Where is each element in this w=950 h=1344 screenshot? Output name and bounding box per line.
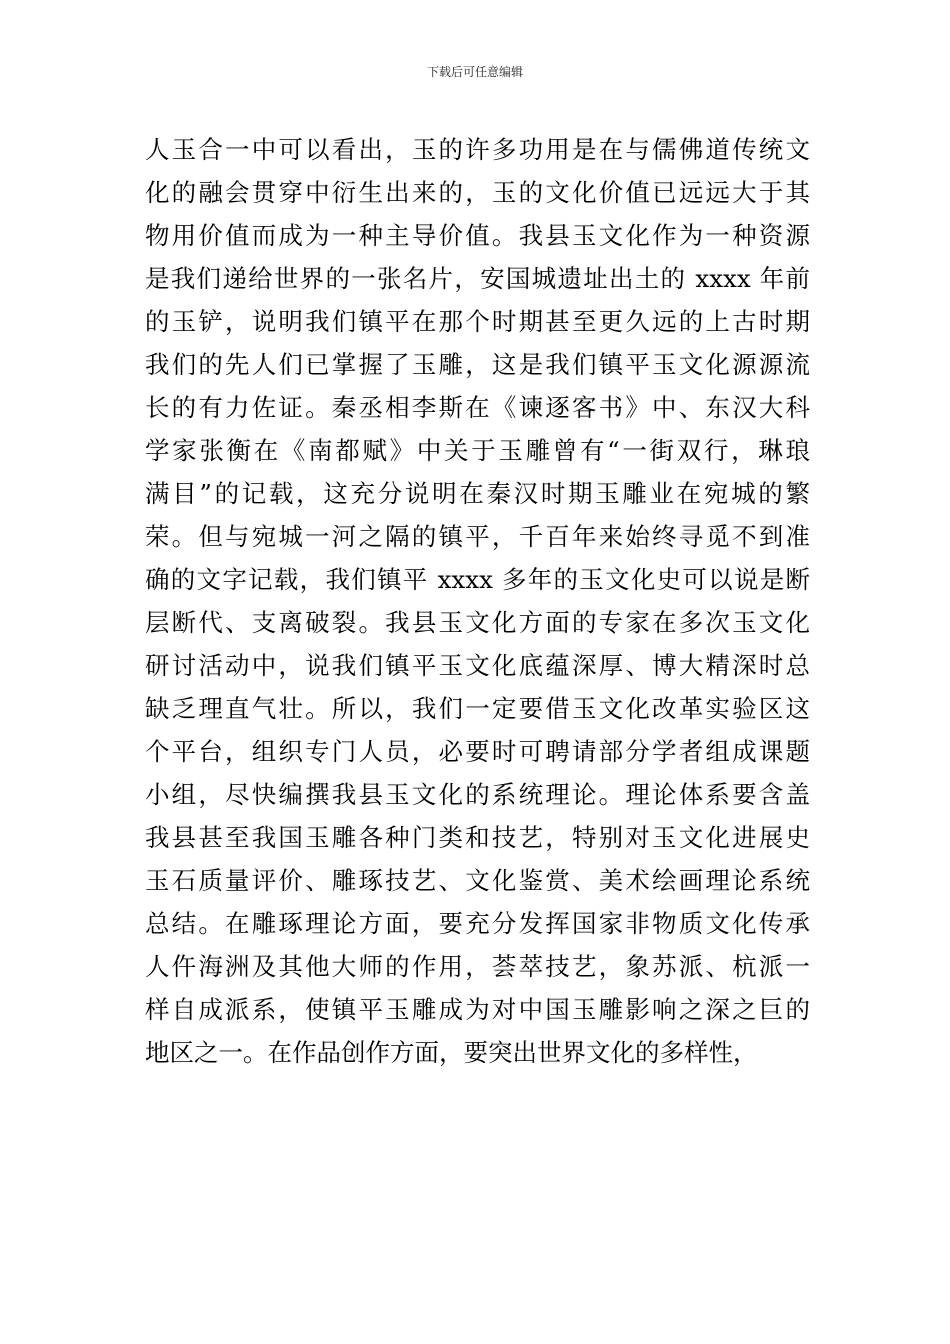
body-text <box>145 128 810 1074</box>
text-line: 物用价值而成为一种主导价值。我县玉文化作为一种资源 <box>145 221 810 250</box>
text-line: 化的融会贯穿中衍生出来的，玉的文化价值已远远大于其 <box>145 178 810 207</box>
text-line: 我县甚至我国玉雕各种门类和技艺，特别对玉文化进展史 <box>145 823 810 852</box>
text-line: 学家张衡在《南都赋》中关于玉雕曾有“一街双行，琳琅 <box>145 436 810 465</box>
text-line: 荣。但与宛城一河之隔的镇平，千百年来始终寻觅不到准 <box>145 522 810 551</box>
text-line: 地区之一。在作品创作方面，要突出世界文化的多样性， <box>145 1038 758 1067</box>
text-line: 小组，尽快编撰我县玉文化的系统理论。理论体系要含盖 <box>145 780 810 809</box>
text-line: 研讨活动中，说我们镇平玉文化底蕴深厚、博大精深时总 <box>145 651 810 680</box>
text-line: 样自成派系，使镇平玉雕成为对中国玉雕影响之深之巨的 <box>145 995 810 1024</box>
text-line: 满目”的记载，这充分说明在秦汉时期玉雕业在宛城的繁 <box>145 479 810 508</box>
text-line: 长的有力佐证。秦丞相李斯在《谏逐客书》中、东汉大科 <box>145 393 810 422</box>
text-line: 的玉铲，说明我们镇平在那个时期甚至更久远的上古时期 <box>145 307 810 336</box>
text-line: 人玉合一中可以看出，玉的许多功用是在与儒佛道传统文 <box>145 135 810 164</box>
text-line: 总结。在雕琢理论方面，要充分发挥国家非物质文化传承 <box>145 909 810 938</box>
text-line: 缺乏理直气壮。所以，我们一定要借玉文化改革实验区这 <box>145 694 810 723</box>
text-line: 个平台，组织专门人员，必要时可聘请部分学者组成课题 <box>145 737 810 766</box>
text-line: 层断代、支离破裂。我县玉文化方面的专家在多次玉文化 <box>145 608 810 637</box>
page-header: 下载后可任意编辑 <box>426 65 523 79</box>
text-line: 是我们递给世界的一张名片，安国城遗址出土的 xxxx 年前 <box>145 264 810 293</box>
text-line: 我们的先人们已掌握了玉雕，这是我们镇平玉文化源源流 <box>145 350 810 379</box>
text-line: 玉石质量评价、雕琢技艺、文化鉴赏、美术绘画理论系统 <box>145 866 810 895</box>
text-line: 人仵海洲及其他大师的作用，荟萃技艺，象苏派、杭派一 <box>145 952 810 981</box>
text-line: 确的文字记载，我们镇平 xxxx 多年的玉文化史可以说是断 <box>145 565 810 594</box>
